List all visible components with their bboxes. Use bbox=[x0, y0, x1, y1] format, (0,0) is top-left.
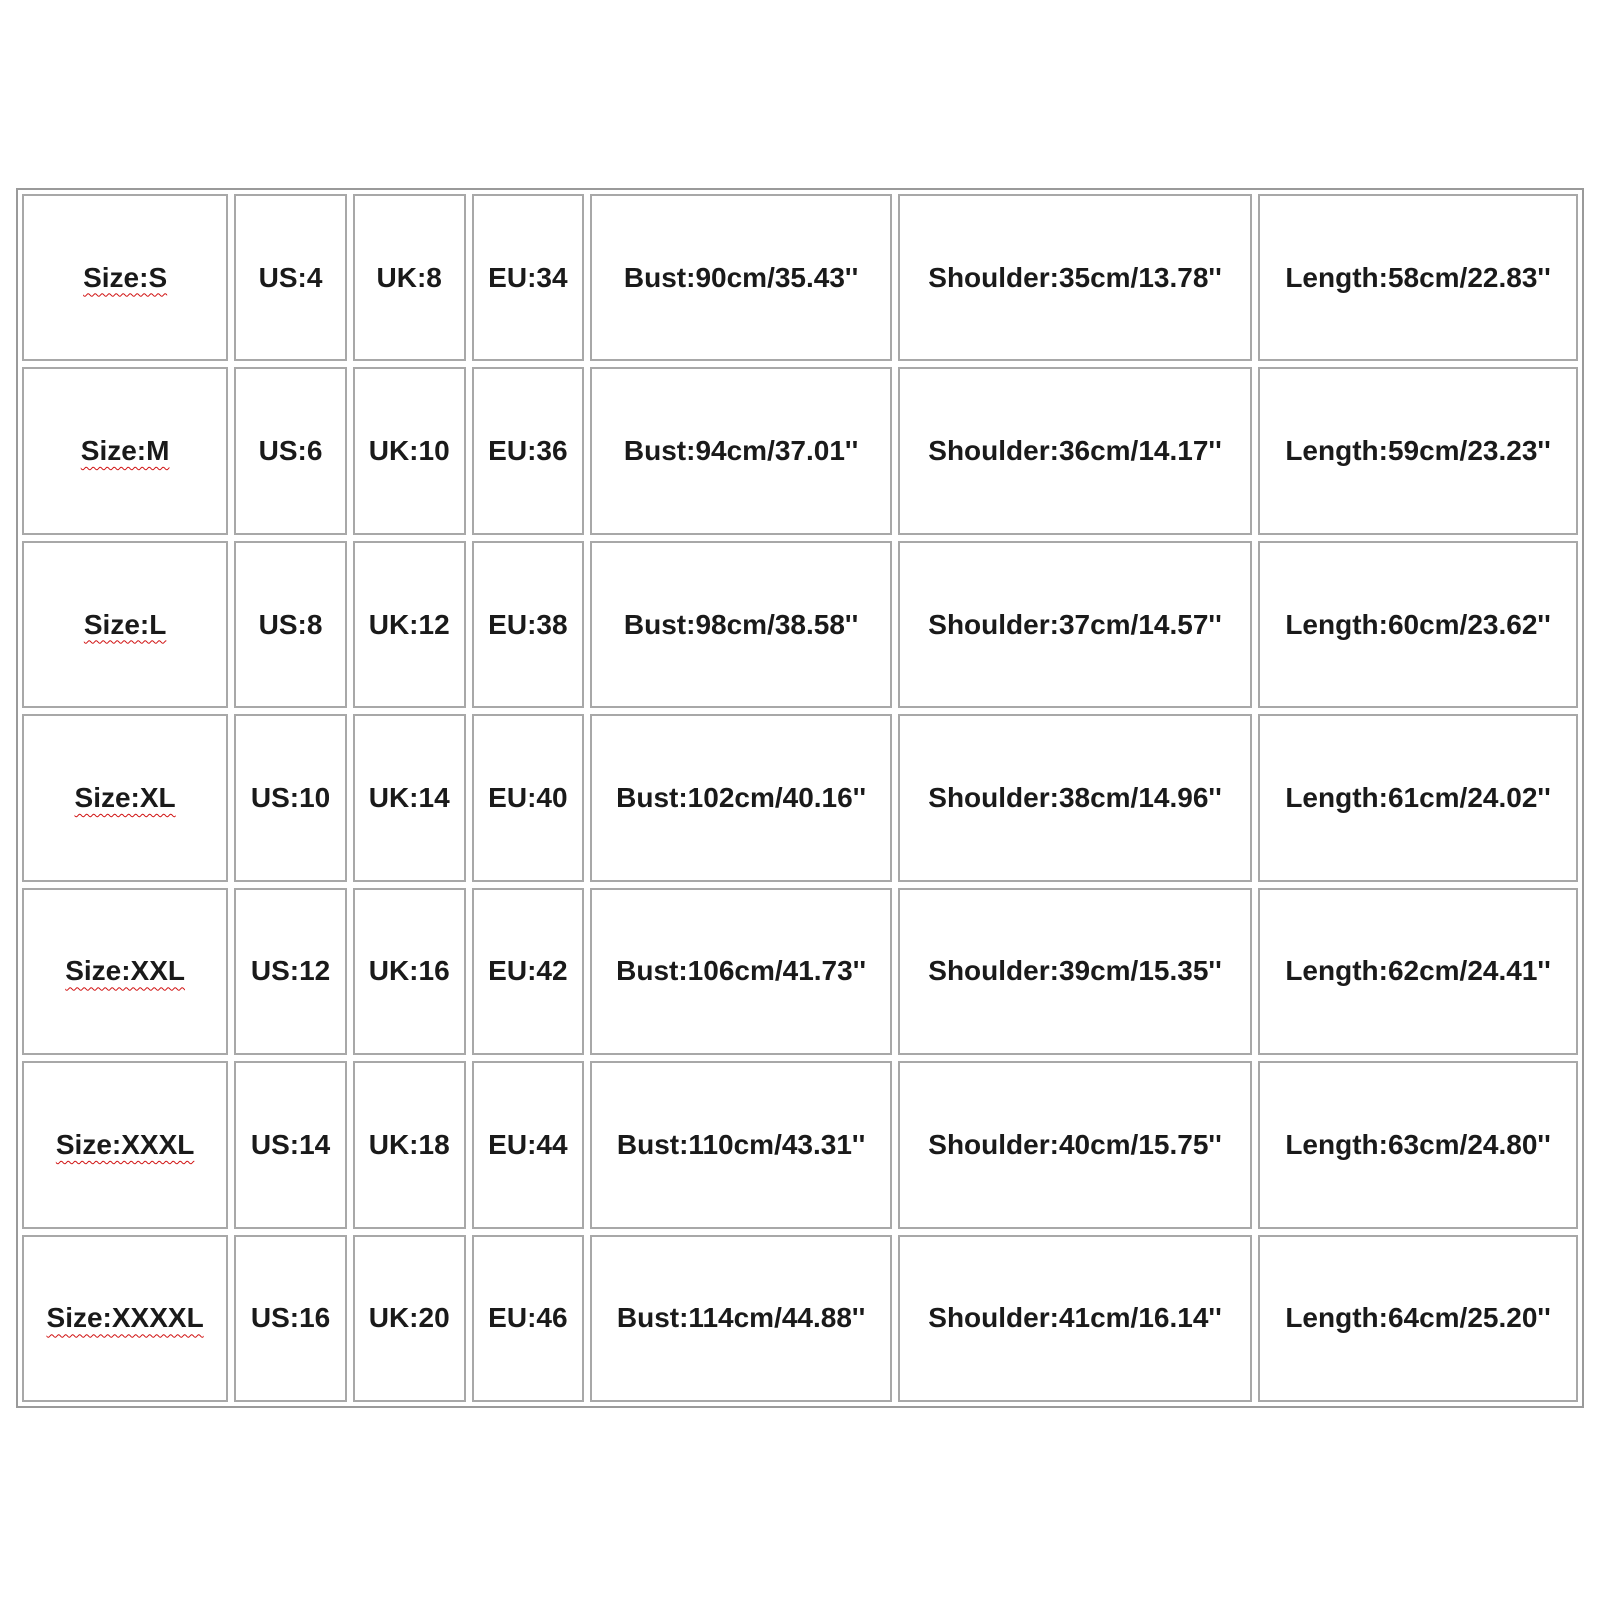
size-cell bbox=[22, 1235, 228, 1402]
size-label: Size:XXXL bbox=[55, 1128, 195, 1160]
size-cell bbox=[22, 194, 228, 361]
size-chart bbox=[16, 188, 1584, 1408]
bust-cell: Bust:114cm/44.88'' bbox=[590, 1235, 892, 1402]
uk-size-cell: UK:14 bbox=[353, 714, 466, 881]
size-row-xxxxl bbox=[22, 1235, 1578, 1402]
size-label: Size:L bbox=[83, 608, 167, 640]
size-label: Size:S bbox=[83, 261, 168, 293]
bust-cell: Bust:106cm/41.73'' bbox=[590, 888, 892, 1055]
us-size-cell: US:10 bbox=[234, 714, 347, 881]
size-label: Size:XXL bbox=[65, 955, 186, 987]
us-size-cell: US:16 bbox=[234, 1235, 347, 1402]
shoulder-cell: Shoulder:41cm/16.14'' bbox=[898, 1235, 1252, 1402]
eu-size-cell: EU:46 bbox=[472, 1235, 585, 1402]
length-cell: Length:62cm/24.41'' bbox=[1258, 888, 1578, 1055]
size-row-s bbox=[22, 194, 1578, 361]
size-label: Size:XL bbox=[74, 781, 176, 813]
uk-size-cell: UK:12 bbox=[353, 541, 466, 708]
size-label: Size:M bbox=[80, 435, 170, 467]
uk-size-cell: UK:8 bbox=[353, 194, 466, 361]
us-size-cell: US:12 bbox=[234, 888, 347, 1055]
size-row-xxl bbox=[22, 888, 1578, 1055]
us-size-cell: US:6 bbox=[234, 367, 347, 534]
size-row-m bbox=[22, 367, 1578, 534]
bust-cell: Bust:98cm/38.58'' bbox=[590, 541, 892, 708]
eu-size-cell: EU:42 bbox=[472, 888, 585, 1055]
bust-cell: Bust:102cm/40.16'' bbox=[590, 714, 892, 881]
size-row-xl bbox=[22, 714, 1578, 881]
us-size-cell: US:14 bbox=[234, 1061, 347, 1228]
eu-size-cell: EU:40 bbox=[472, 714, 585, 881]
shoulder-cell: Shoulder:40cm/15.75'' bbox=[898, 1061, 1252, 1228]
size-cell bbox=[22, 367, 228, 534]
length-cell: Length:63cm/24.80'' bbox=[1258, 1061, 1578, 1228]
bust-cell: Bust:90cm/35.43'' bbox=[590, 194, 892, 361]
uk-size-cell: UK:16 bbox=[353, 888, 466, 1055]
eu-size-cell: EU:36 bbox=[472, 367, 585, 534]
eu-size-cell: EU:34 bbox=[472, 194, 585, 361]
shoulder-cell: Shoulder:36cm/14.17'' bbox=[898, 367, 1252, 534]
size-row-xxxl bbox=[22, 1061, 1578, 1228]
shoulder-cell: Shoulder:37cm/14.57'' bbox=[898, 541, 1252, 708]
uk-size-cell: UK:10 bbox=[353, 367, 466, 534]
size-chart-table bbox=[16, 188, 1584, 1408]
eu-size-cell: EU:44 bbox=[472, 1061, 585, 1228]
bust-cell: Bust:110cm/43.31'' bbox=[590, 1061, 892, 1228]
length-cell: Length:64cm/25.20'' bbox=[1258, 1235, 1578, 1402]
size-label: Size:XXXXL bbox=[46, 1302, 204, 1334]
length-cell: Length:61cm/24.02'' bbox=[1258, 714, 1578, 881]
us-size-cell: US:4 bbox=[234, 194, 347, 361]
size-cell bbox=[22, 1061, 228, 1228]
shoulder-cell: Shoulder:38cm/14.96'' bbox=[898, 714, 1252, 881]
uk-size-cell: UK:20 bbox=[353, 1235, 466, 1402]
size-row-l bbox=[22, 541, 1578, 708]
bust-cell: Bust:94cm/37.01'' bbox=[590, 367, 892, 534]
us-size-cell: US:8 bbox=[234, 541, 347, 708]
length-cell: Length:59cm/23.23'' bbox=[1258, 367, 1578, 534]
size-cell bbox=[22, 888, 228, 1055]
eu-size-cell: EU:38 bbox=[472, 541, 585, 708]
uk-size-cell: UK:18 bbox=[353, 1061, 466, 1228]
shoulder-cell: Shoulder:35cm/13.78'' bbox=[898, 194, 1252, 361]
length-cell: Length:58cm/22.83'' bbox=[1258, 194, 1578, 361]
size-cell bbox=[22, 541, 228, 708]
size-cell bbox=[22, 714, 228, 881]
shoulder-cell: Shoulder:39cm/15.35'' bbox=[898, 888, 1252, 1055]
length-cell: Length:60cm/23.62'' bbox=[1258, 541, 1578, 708]
